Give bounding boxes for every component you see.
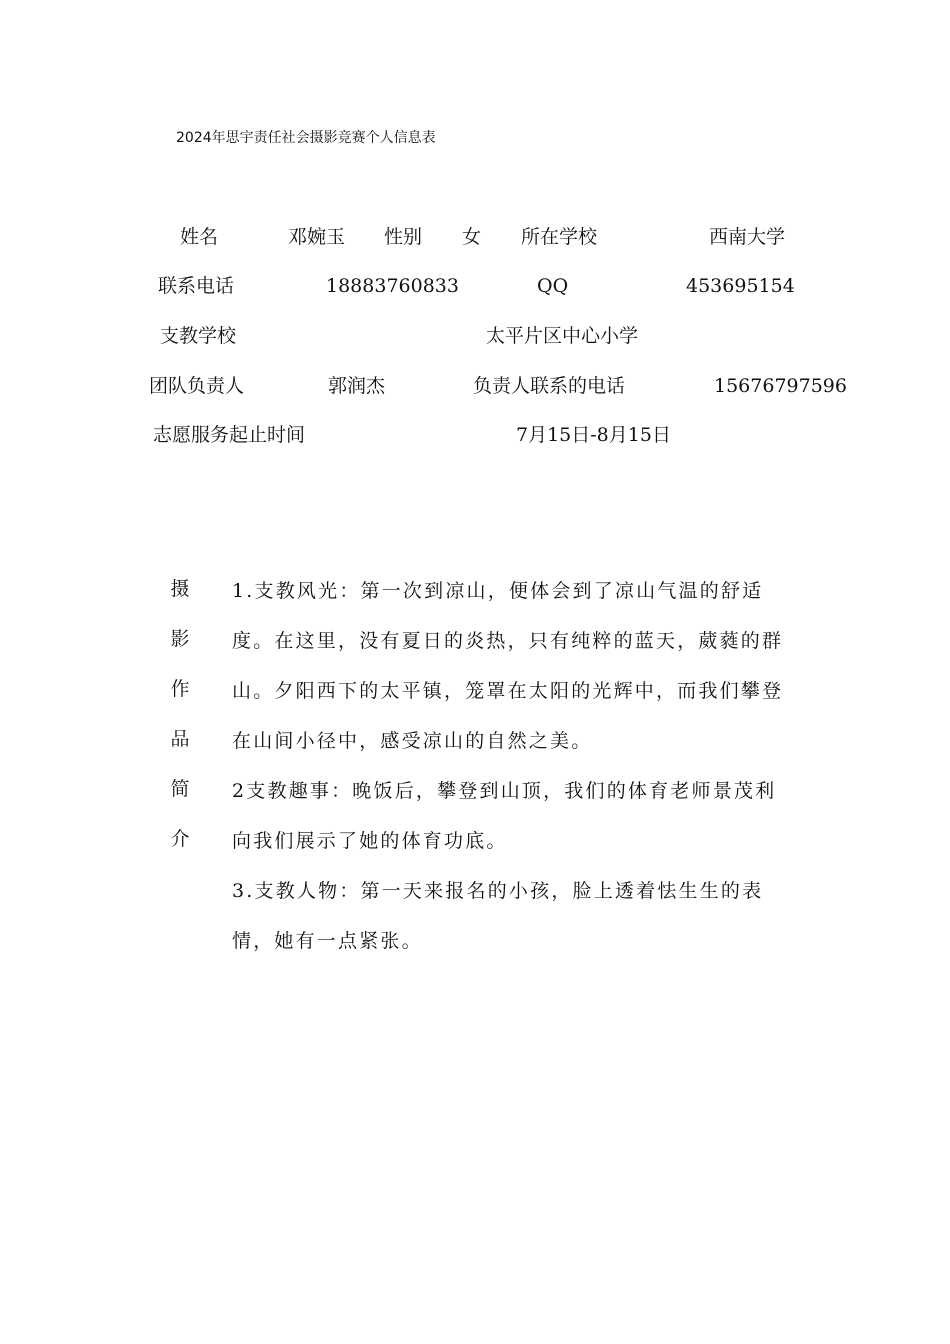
summary-paragraph-scenery: 1.支教风光：第一次到凉山，便体会到了凉山气温的舒适度。在这里，没有夏日的炎热，只有纯粹的蓝天，葳蕤的群山。夕阳西下的太平镇，笼罩在太阳的光辉中，而我们攀登在山间小径中，感受凉山的自然之美。 <box>232 580 784 752</box>
service-period-label: 志愿服务起止时间 <box>153 424 306 446</box>
gender-value: 女 <box>462 226 482 248</box>
photo-summary-label <box>168 574 192 874</box>
qq-label: QQ <box>537 275 569 297</box>
summary-paragraph-anecdote: 2支教趣事：晚饭后，攀登到山顶，我们的体育老师景茂利向我们展示了她的体育功底。 <box>232 780 777 852</box>
summary-label-char: 摄 <box>170 578 190 600</box>
summary-paragraph-people: 3.支教人物：第一天来报名的小孩，脸上透着怯生生的表情，她有一点紧张。 <box>232 880 764 952</box>
leader-value: 郭润杰 <box>328 375 386 397</box>
school-label: 所在学校 <box>521 226 598 248</box>
service-period-value: 7月15日-8月15日 <box>516 424 671 446</box>
name-label: 姓名 <box>180 226 219 248</box>
leader-phone-label: 负责人联系的电话 <box>473 375 626 397</box>
summary-label-char: 品 <box>170 728 190 750</box>
phone-label: 联系电话 <box>158 275 235 297</box>
form-title: 2024年思宇责任社会摄影竞赛个人信息表 <box>176 130 436 146</box>
phone-value: 18883760833 <box>326 275 459 297</box>
teaching-school-value: 太平片区中心小学 <box>486 325 639 347</box>
name-value: 邓婉玉 <box>288 226 346 248</box>
summary-label-char: 影 <box>170 628 190 650</box>
leader-phone-value: 15676797596 <box>714 375 847 397</box>
leader-label: 团队负责人 <box>149 375 245 397</box>
qq-value: 453695154 <box>686 275 795 297</box>
summary-label-char: 简 <box>170 778 190 800</box>
school-value: 西南大学 <box>709 226 786 248</box>
summary-label-char: 介 <box>170 828 190 850</box>
summary-label-char: 作 <box>170 678 190 700</box>
teaching-school-label: 支教学校 <box>160 325 237 347</box>
gender-label: 性别 <box>384 226 423 248</box>
